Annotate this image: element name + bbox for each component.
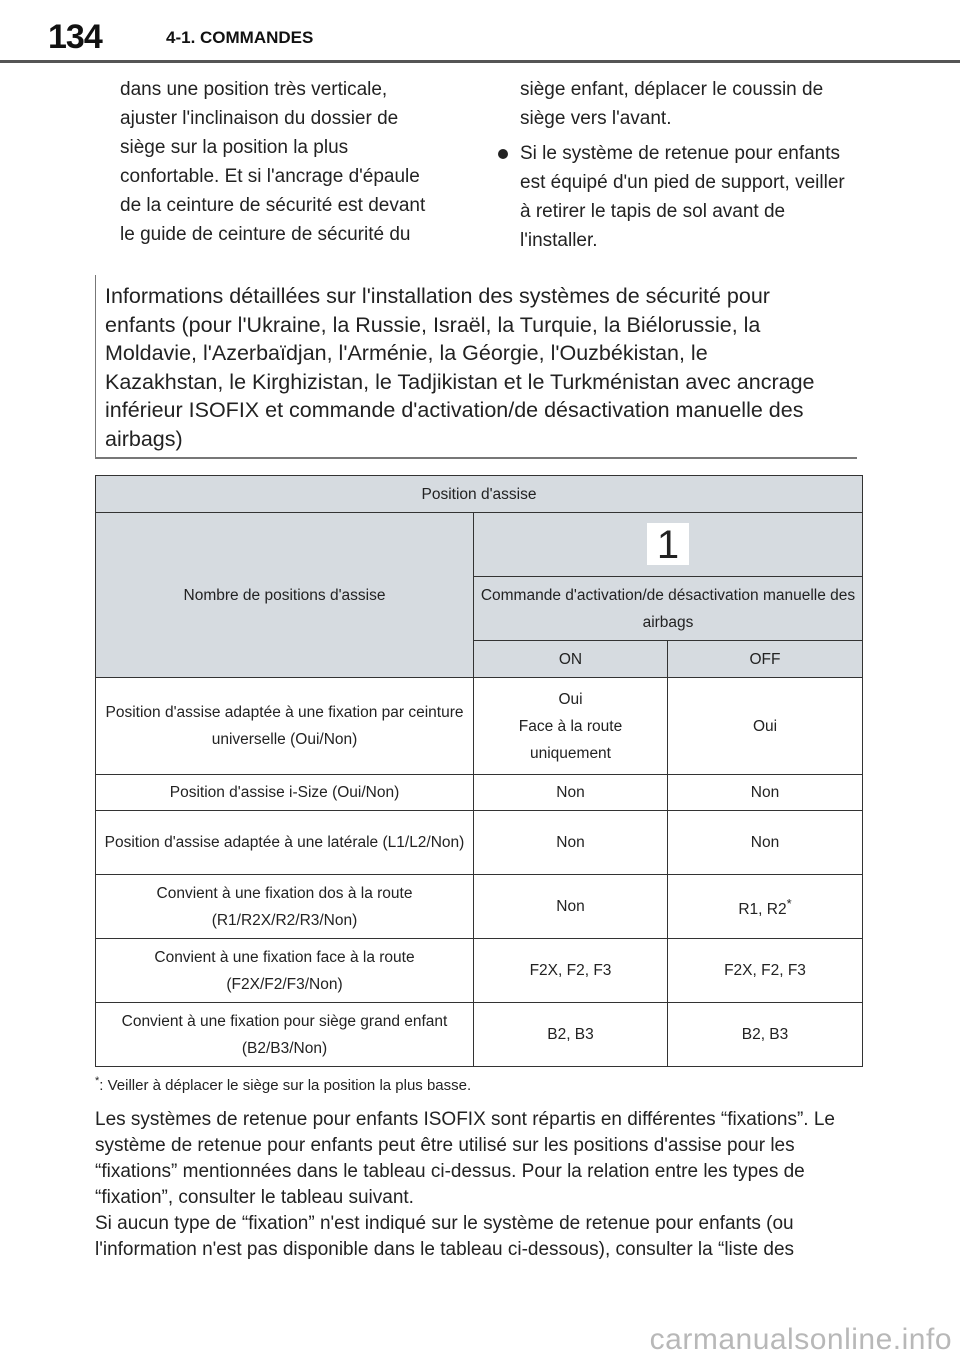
table-row xyxy=(96,678,863,775)
row-label-cell: Convient à une fixation pour siège grand enfant (B2/B3/Non) xyxy=(96,1003,474,1067)
row-on-value: Oui xyxy=(558,690,583,708)
table-title-cell: Position d'assise xyxy=(96,476,863,513)
row-on-cell: Non xyxy=(474,875,668,939)
footnote xyxy=(95,1075,471,1094)
seat-number: 1 xyxy=(647,523,689,565)
row-off-cell: F2X, F2, F3 xyxy=(668,939,863,1003)
paragraph: Si aucun type de “fixation” n'est indiqué sur le système de retenue pour enfants (ou l'information n'est pas disponible dans le tableau ci-dessous), consulter la “liste des xyxy=(95,1213,795,1260)
row-on-cell xyxy=(474,678,668,775)
info-box-title: Informations détaillées sur l'installation des systèmes de sécurité pour enfants (pour l'Ukraine, la Russie, Israël, la Turquie, la Biélorussie, la Moldavie, l'Azerbaïdjan, l'Arménie, la Géorgie, l'Ouzbékistan, le Kazakhstan, le Kirghizistan, le Tadjikistan et le Turkménistan avec ancrage inférieur ISOFIX et commande d'activation/de désactivation manuelle des airbags) xyxy=(105,284,815,451)
table-row xyxy=(96,1003,863,1067)
bullet-dot-icon xyxy=(498,149,508,159)
footnote-mark: * xyxy=(786,895,792,911)
right-column-continuation: siège enfant, déplacer le coussin de siège vers l'avant. xyxy=(520,79,824,129)
row-off-cell: Oui xyxy=(668,678,863,775)
row-on-cell: Non xyxy=(474,811,668,875)
seat-number-cell xyxy=(474,513,863,577)
table-row xyxy=(96,775,863,811)
row-off-cell: Non xyxy=(668,775,863,811)
table-header-row xyxy=(96,476,863,513)
bullet-item xyxy=(520,139,860,255)
table-row xyxy=(96,513,863,577)
row-off-cell: Non xyxy=(668,811,863,875)
row-label-cell: Position d'assise i-Size (Oui/Non) xyxy=(96,775,474,811)
section-title: 4-1. COMMANDES xyxy=(166,28,314,47)
watermark: carmanualsonline.info xyxy=(649,1323,952,1356)
off-header-cell: OFF xyxy=(668,641,863,678)
row-label-cell: Position d'assise adaptée à une fixation par ceinture universelle (Oui/Non) xyxy=(96,678,474,775)
header-divider xyxy=(0,60,960,63)
table-row xyxy=(96,875,863,939)
airbag-switch-label-cell: Commande d'activation/de désactivation manuelle des airbags xyxy=(474,577,863,641)
info-box-bottom-rule xyxy=(95,457,857,459)
right-column xyxy=(520,75,860,255)
row-off-cell xyxy=(668,875,863,939)
page-number: 134 xyxy=(48,18,102,56)
seat-count-label-cell: Nombre de positions d'assise xyxy=(96,513,474,678)
row-label-cell: Convient à une fixation face à la route (F2X/F2/F3/Non) xyxy=(96,939,474,1003)
row-label-cell: Position d'assise adaptée à une latérale (L1/L2/Non) xyxy=(96,811,474,875)
row-on-note: Face à la route uniquement xyxy=(518,717,623,762)
row-on-cell: B2, B3 xyxy=(474,1003,668,1067)
paragraph: Les systèmes de retenue pour enfants ISOFIX sont répartis en différentes “fixations”. Le système de retenue pour enfants peut être utilisé sur les positions d'assise pour les “fixations” mentionnées dans le tableau ci-dessus. Pour la relation entre les types de “fixation”, consulter le tableau suivant. xyxy=(95,1109,835,1208)
bullet-text: Si le système de retenue pour enfants est équipé d'un pied de support, veiller à retirer le tapis de sol avant de l'installer. xyxy=(520,143,845,251)
footnote-text: : Veiller à déplacer le siège sur la position la plus basse. xyxy=(99,1077,472,1094)
row-on-cell: F2X, F2, F3 xyxy=(474,939,668,1003)
body-text xyxy=(95,1107,860,1263)
page-header xyxy=(0,0,960,62)
row-off-value: R1, R2 xyxy=(738,901,787,919)
on-header-cell: ON xyxy=(474,641,668,678)
left-column-text: dans une position très verticale, ajuster l'inclinaison du dossier de siège sur la position la plus confortable. Et si l'ancrage d'épaule de la ceinture de sécurité est devant le guide de ceinture de sécurité du xyxy=(120,79,426,245)
row-label-cell: Convient à une fixation dos à la route (R1/R2X/R2/R3/Non) xyxy=(96,875,474,939)
footnote-mark: * xyxy=(95,1075,100,1087)
table-row xyxy=(96,811,863,875)
row-off-cell: B2, B3 xyxy=(668,1003,863,1067)
row-on-cell: Non xyxy=(474,775,668,811)
table-row xyxy=(96,939,863,1003)
seating-position-table xyxy=(95,475,863,1067)
